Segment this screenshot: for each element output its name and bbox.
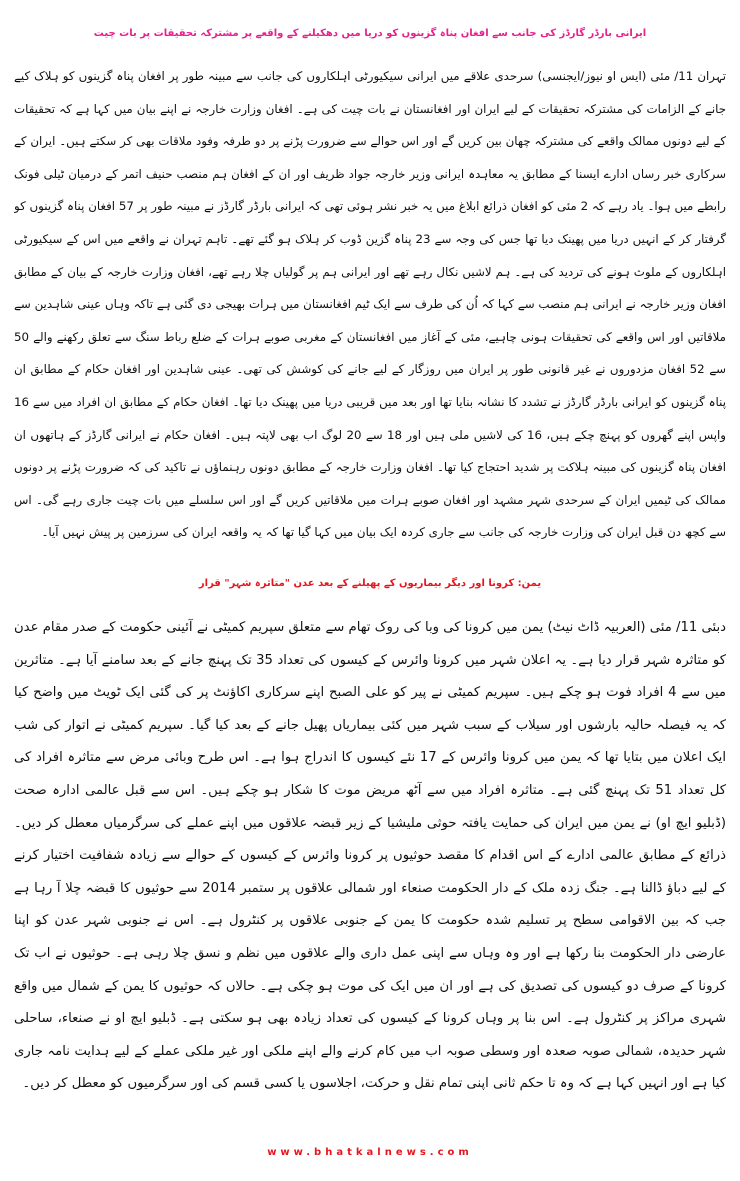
article1-body (14, 60, 726, 550)
article2-paragraph: دبئی 11/ مئی (العربیہ ڈاٹ نیٹ) یمن میں کرونا کی وبا کی روک تھام سے متعلق سپریم کمیٹی نے آئینی حکومت کے صدر مقام عدن کو متاثرہ شہر قرار دیا ہے۔ یہ اعلان شہر میں کرونا وائرس کے کیسوں کی تعداد 35 تک پہنچ جانے کے بعد سامنے آیا ہے۔ متاثرین میں سے 4 افراد فوت ہو چکے ہیں۔ سپریم کمیٹی نے پیر کو علی الصبح اپنے سرکاری اکاؤنٹ پر کی گئی ایک ٹویٹ میں واضح کیا کہ یہ فیصلہ حالیہ بارشوں اور سیلاب کے سبب شہر میں کئی بیماریاں پھیل جانے کے بعد کیا گیا۔ سپریم کمیٹی نے اتوار کی شب ایک اعلان میں بتایا تھا کہ یمن میں کرونا وائرس کے 17 نئے کیسوں کا اندراج ہوا ہے۔ اس طرح وبائی مرض سے متاثرہ افراد کی کل تعداد 51 تک پہنچ گئی ہے۔ متاثرہ افراد میں سے آٹھ مریض موت کا شکار ہو چکے ہیں۔ اس سے قبل عالمی ادارہ صحت (ڈبلیو ایچ او) نے یمن میں ایران کی حمایت یافتہ حوثی ملیشیا کے زیر قبضہ علاقوں میں اپنے عملے کی سرگرمیاں معطل کر دیں۔ ذرائع کے مطابق عالمی ادارے کے اس اقدام کا مقصد حوثیوں پر کرونا وائرس کے کیسوں کے حوالے سے زیادہ شفافیت اختیار کرنے کے لیے دباؤ ڈالنا ہے۔ جنگ زدہ ملک کے دار الحکومت صنعاء اور شمالی علاقوں پر ستمبر 2014 سے حوثیوں کا قبضہ چلا آ رہا ہے جب کہ بین الاقوامی سطح پر تسلیم شدہ حکومت کا یمن کے جنوبی علاقوں پر کنٹرول ہے۔ اس نے جنوبی شہر عدن کو اپنا عارضی دار الحکومت بنا رکھا ہے اور وہ وہاں سے اپنی عمل داری والے علاقوں میں نظم و نسق چلا رہی ہے۔ حوثیوں نے اب تک کرونا کے صرف دو کیسوں کی تصدیق کی ہے اور ان میں ایک کی موت ہو چکی ہے۔ حالاں کہ حوثیوں کا یمن کے شمال میں واقع شہری مراکز پر کنٹرول ہے۔ اس بنا پر وہاں کرونا کے کیسوں کی تعداد زیادہ بھی ہو سکتی ہے۔ ڈبلیو ایچ او نے صنعاء، ساحلی شہر حدیدہ، شمالی صوبہ صعدہ اور وسطی صوبہ اب میں کام کرنے والے اپنے ملکی اور غیر ملکی عملے کے لیے ہدایت نامہ جاری کیا ہے اور انہیں کہا ہے کہ وہ تا حکم ثانی اپنی تمام نقل و حرکت، اجلاسوں یا کسی قسم کی اور سرگرمیوں کو معطل کر دیں۔ (14, 620, 726, 1092)
article1-headline: ایرانی بارڈر گارڈز کی جانب سے افغان پناہ گزینوں کو دریا میں دھکیلنے کے واقعے پر مشترکہ تحقیقات پر بات چیت (93, 28, 647, 39)
article1-paragraph: تہران 11/ مئی (ایس او نیوز/ایجنسی) سرحدی علاقے میں ایرانی سیکیورٹی اہلکاروں کی جانب سے مبینہ طور پر افغان پناہ گزینوں کو ہلاک کیے جانے کے الزامات کی مشترکہ تحقیقات کے لیے ایران اور افغانستان نے بات چیت کی ہے۔ افغان وزارت خارجہ نے اپنے بیان میں کہا ہے کہ تحقیقات کے لیے دونوں ممالک واقعے کی مشترکہ چھان بین کریں گے اور اس حوالے سے ضرورت پڑنے پر دو طرفہ وفود ملاقات بھی کر سکتے ہیں۔ ایران کے سرکاری خبر رساں ادارے ایسنا کے مطابق یہ معاہدہ ایرانی وزیر خارجہ جواد ظریف اور ان کے افغان ہم منصب حنیف اتمر کے درمیان ٹیلی فونک رابطے میں ہوا۔ یاد رہے کہ 2 مئی کو افغان ذرائع ابلاغ میں یہ خبر نشر ہوئی تھی کہ ایرانی بارڈر گارڈز نے مبینہ طور پر 57 افغان پناہ گزینوں کو گرفتار کر کے انہیں دریا میں پھینک دیا تھا جس کی وجہ سے 23 پناہ گزین ڈوب کر ہلاک ہو گئے تھے۔ تاہم تہران نے واقعے میں اس کے سیکیورٹی اہلکاروں کے ملوث ہونے کی تردید کی ہے۔ ہم لاشیں نکال رہے تھے اور ایرانی ہم پر گولیاں چلا رہے تھے، افغان وزارت خارجہ کے بیان کے مطابق افغان وزیر خارجہ نے ایرانی ہم منصب سے کہا کہ اُن کی طرف سے ایک ٹیم افغانستان میں ہرات بھیجی دی گئی ہے تاکہ وہاں عینی شاہدین سے ملاقاتیں اور اس واقعے کی تحقیقات ہونی چاہیے، مئی کے آغاز میں افغانستان کے مغربی صوبے ہرات کے ضلع رباط سنگ سے تعلق رکھنے والے 50 سے 52 افغان مزدوروں نے غیر قانونی طور پر ایران میں روزگار کے لیے جانے کی کوشش کی تھی۔ عینی شاہدین اور افغان حکام کے مطابق ان پناہ گزینوں کو ایرانی بارڈر گارڈز نے تشدد کا نشانہ بنایا تھا اور بعد میں قریبی دریا میں پھینک دیا تھا۔ افغان حکام کے مطابق ان افراد میں سے 16 واپس اپنے گھروں کو پہنچ چکے ہیں، 16 کی لاشیں ملی ہیں اور 18 سے 20 لوگ اب بھی لاپتہ ہیں۔ افغان حکام نے ایرانی گارڈز کے ہاتھوں ان افغان پناہ گزینوں کی مبینہ ہلاکت پر شدید احتجاج کیا تھا۔ افغان وزارت خارجہ کے مطابق دونوں رہنماؤں نے تاکید کی کہ ضرورت پڑنے پر دونوں ممالک کی ٹیمیں ایران کے سرحدی شہر مشہد اور افغان صوبے ہرات میں ملاقاتیں کریں گے اور اس سلسلے میں بات چیت جاری رہے گی۔ اس سے کچھ دن قبل ایران کی وزارت خارجہ کی جانب سے جاری کردہ ایک بیان میں کہا گیا تھا کہ یہ واقعہ ایران کی سرزمین پر پیش نہیں آیا۔ (14, 69, 726, 540)
article2-body (14, 612, 726, 1120)
article2-headline: یمن: کرونا اور دیگر بیماریوں کے پھیلنے کے بعد عدن "متاثرہ شہر" قرار (198, 578, 542, 589)
website-watermark: www.bhatkalnews.com (267, 1147, 473, 1158)
